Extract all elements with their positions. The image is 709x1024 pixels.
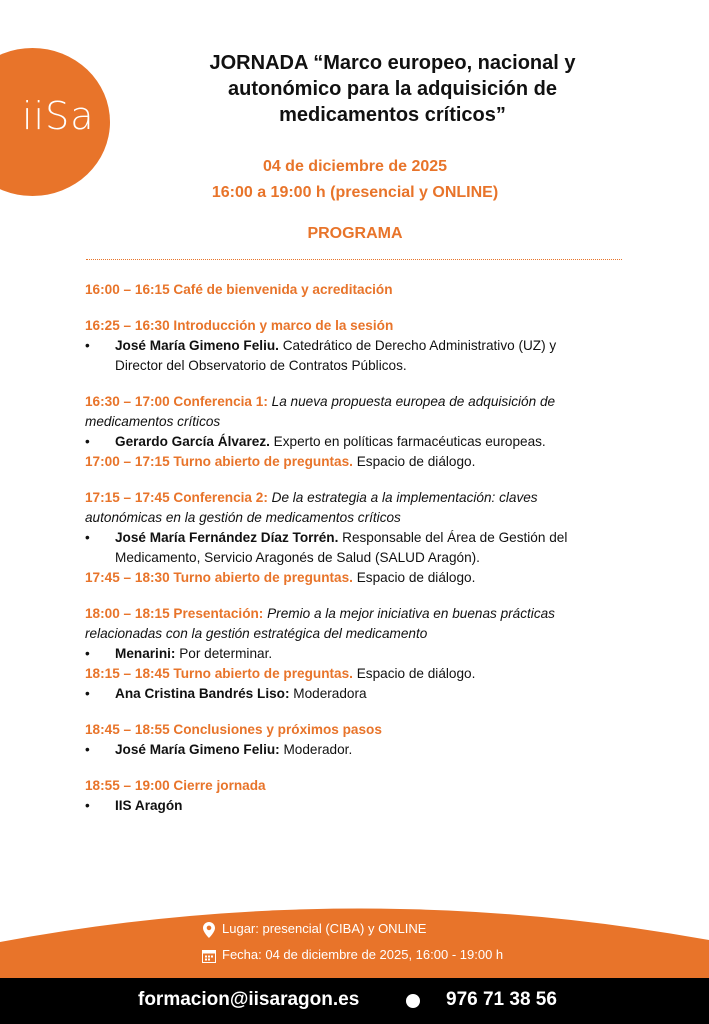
event-date: 04 de diciembre de 2025 xyxy=(262,158,448,175)
program-block xyxy=(85,316,625,376)
speaker-name: José María Gimeno Feliu. xyxy=(115,338,279,353)
speaker-item: • José María Gimeno Feliu. Catedrático de Derecho Administrativo (UZ) y Director del Observatorio de Contratos Públicos. xyxy=(85,338,557,373)
programa-heading: PROGRAMA xyxy=(307,225,403,242)
program-block xyxy=(85,720,625,760)
program-block xyxy=(85,280,625,300)
speaker-item: • Menarini: Por determinar. xyxy=(85,646,273,661)
session-topic: Premio a la mejor iniciativa en buenas prácticas xyxy=(263,606,555,621)
speaker-name: Gerardo García Álvarez. xyxy=(115,434,270,449)
session-topic: La nueva propuesta europea de adquisición de xyxy=(267,394,556,409)
logo: iiSa xyxy=(22,94,95,138)
speaker-name: José María Gimeno Feliu: xyxy=(115,742,280,757)
program-block: 18:00 – 18:15 Presentación: Premio a la mejor iniciativa en buenas prácticas relacionadas con la gestión estratégica del medicamento • Menarini: Por determinar. 18:15 – 18:45 Turno abierto de preguntas. Espacio de diálogo. • Ana Cristina Bandrés Liso: Moderadora xyxy=(85,604,625,704)
footer-date: Fecha: 04 de diciembre de 2025, 16:00 - 19:00 h xyxy=(202,947,503,963)
speaker-name: IIS Aragón xyxy=(115,798,183,813)
session-time: 17:00 – 17:15 Turno abierto de preguntas. xyxy=(85,454,353,469)
session-time: 18:15 – 18:45 Turno abierto de preguntas. xyxy=(85,666,353,681)
speaker-item: • Ana Cristina Bandrés Liso: Moderadora xyxy=(85,686,367,701)
speaker-item: • Gerardo García Álvarez. Experto en políticas farmacéuticas europeas. xyxy=(85,434,546,449)
speaker-item: • José María Gimeno Feliu: Moderador. xyxy=(85,742,353,757)
session-time: 18:55 – 19:00 Cierre jornada xyxy=(85,778,266,793)
divider xyxy=(86,259,622,261)
contact-email[interactable]: formacion@iisaragon.es xyxy=(138,989,360,1010)
session-time: 16:30 – 17:00 Conferencia 1: xyxy=(85,394,268,409)
session-time: 17:15 – 17:45 Conferencia 2: xyxy=(85,490,268,505)
map-pin-icon xyxy=(202,922,216,938)
speaker-name: José María Fernández Díaz Torrén. xyxy=(115,530,339,545)
speaker-name: Ana Cristina Bandrés Liso: xyxy=(115,686,290,701)
program-block: 16:30 – 17:00 Conferencia 1: La nueva propuesta europea de adquisición de medicamentos críticos • Gerardo García Álvarez. Experto en políticas farmacéuticas europeas. 17:00 – 17:15 Turno abierto de preguntas. Espacio de diálogo. xyxy=(85,392,625,472)
program-block: 17:15 – 17:45 Conferencia 2: De la estrategia a la implementación: claves autonómicas en la gestión de medicamentos críticos • José María Fernández Díaz Torrén. Responsable del Área de Gestión del Medicamento, Servicio Aragonés de Salud (SALUD Aragón). 17:45 – 18:30 Turno abierto de preguntas. Espacio de diálogo. xyxy=(85,488,625,588)
speaker-item: • José María Fernández Díaz Torrén. Responsable del Área de Gestión del Medicamento, Servicio Aragonés de Salud (SALUD Aragón). xyxy=(85,530,568,565)
program-list xyxy=(85,280,625,832)
speaker-item: • IIS Aragón xyxy=(85,798,183,813)
separator-dot-icon xyxy=(406,994,420,1008)
session-time: 16:00 – 16:15 Café de bienvenida y acreditación xyxy=(85,282,393,297)
session-time: 17:45 – 18:30 Turno abierto de preguntas. xyxy=(85,570,353,585)
calendar-icon xyxy=(202,949,216,963)
speaker-name: Menarini: xyxy=(115,646,176,661)
event-time: 16:00 a 19:00 h (presencial y ONLINE) xyxy=(211,184,499,201)
session-time: 18:45 – 18:55 Conclusiones y próximos pasos xyxy=(85,722,382,737)
page-title: JORNADA “Marco europeo, nacional y autonómico para la adquisición de medicamentos críticos” xyxy=(209,52,576,126)
session-time: 16:25 – 16:30 Introducción y marco de la sesión xyxy=(85,318,394,333)
footer-location: Lugar: presencial (CIBA) y ONLINE xyxy=(202,921,426,938)
session-topic: De la estrategia a la implementación: claves xyxy=(267,490,538,505)
session-time: 18:00 – 18:15 Presentación: xyxy=(85,606,264,621)
program-block xyxy=(85,776,625,816)
contact-phone[interactable]: 976 71 38 56 xyxy=(446,989,557,1010)
